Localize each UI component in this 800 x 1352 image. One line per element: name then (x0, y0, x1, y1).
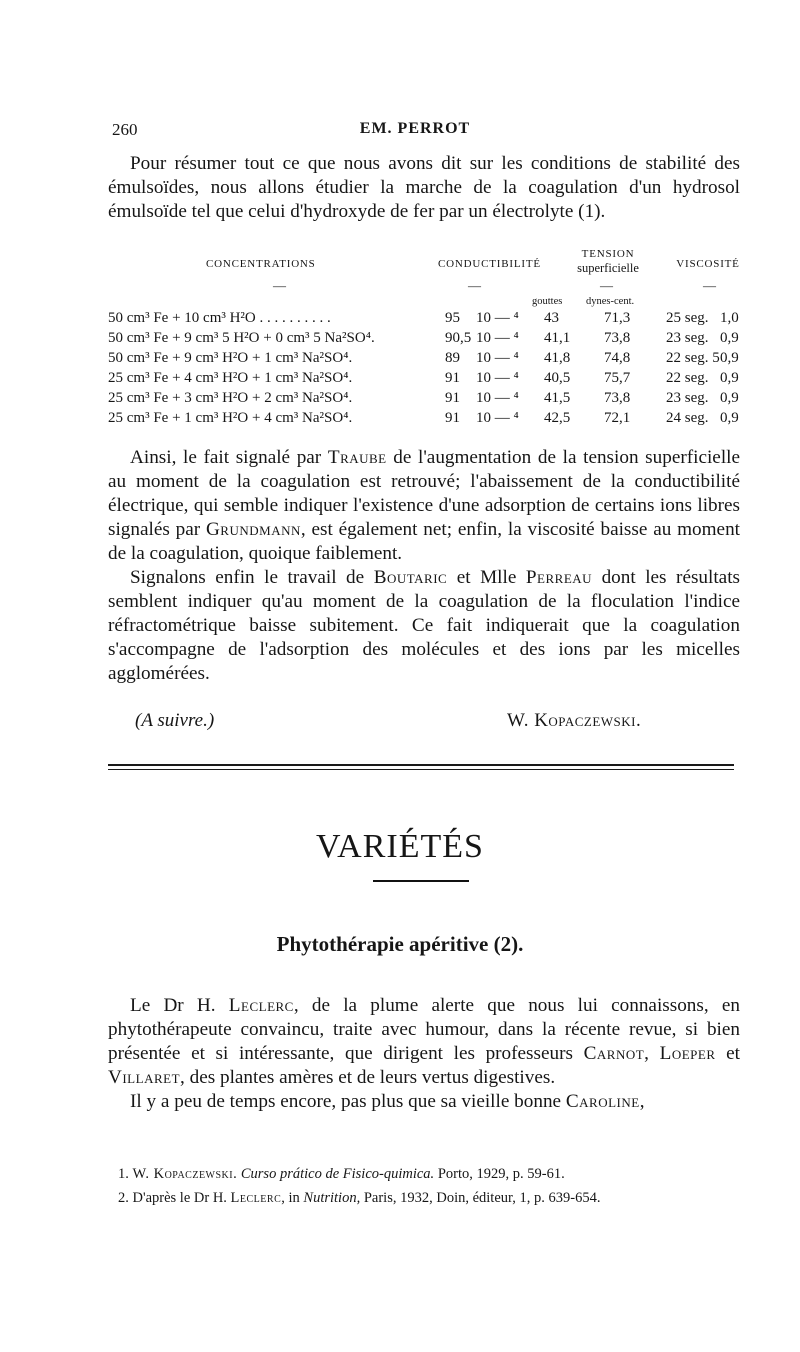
text-run: , (639, 1091, 645, 1112)
cell-gouttes: 40,5 (544, 370, 571, 386)
cell-viscosite-rel: 0,9 (720, 330, 739, 346)
header-dash: — (468, 278, 481, 293)
article-author: W. Kopaczewski. (507, 710, 642, 731)
table-row (108, 410, 748, 430)
text-run: de l'augmentation de la tension superficielle au moment de la coagulation est retrouvé; l'abaissement de la conductibilité électrique, qui semble indiquer l'existence d'une adsorption de certains ions libres signalés par (108, 447, 740, 540)
author-name: Villaret (108, 1067, 181, 1088)
text-run: Il y a peu de temps encore, pas plus que sa vieille bonne (130, 1091, 566, 1112)
cell-dynes: 73,8 (604, 330, 631, 346)
footnote-text: D'après le Dr H. (132, 1190, 227, 1206)
text-run: dont les résultats semblent indiquer qu'au moment de la coagulation de la floculation l'indice réfractométrique baisse subitement. Ce fait indiquerait que la coagulation s'accompagne de l'adsorption des molécules et des ions par les micelles agglomérées. (108, 567, 740, 684)
author-name: Boutaric (373, 567, 448, 588)
cell-gouttes: 41,5 (544, 390, 571, 406)
to-be-continued: (A suivre.) (135, 710, 215, 731)
footnote-details: Porto, 1929, p. 59-61. (437, 1166, 565, 1182)
running-head: EM. PERROT (359, 120, 471, 137)
header-dash: — (273, 278, 286, 293)
header-dash: — (703, 278, 716, 293)
page-number: 260 (112, 120, 138, 139)
footnote-title: Curso prático de Fisico-quimica. (240, 1166, 435, 1182)
text-run: , est également net; enfin, la viscosité baisse au moment de la coagulation, quoique faiblement. (108, 519, 740, 564)
cell-dynes: 73,8 (604, 390, 631, 406)
text-run: , (644, 1043, 660, 1064)
section-title: VARIÉTÉS (316, 828, 484, 865)
paragraph-leclerc (108, 994, 740, 1090)
cell-concentration: 25 cm³ Fe + 4 cm³ H²O + 1 cm³ Na²SO⁴. (108, 370, 353, 386)
header-tension: TENSION (581, 248, 635, 260)
author-name: Caroline (565, 1091, 640, 1112)
text-run: et (715, 1043, 740, 1064)
cell-conductibilite-exp: 10 — ⁴ (476, 370, 519, 386)
cell-conductibilite: 89 (445, 350, 460, 366)
cell-viscosite-rel: 0,9 (720, 410, 739, 426)
header-conductibilite: CONDUCTIBILITÉ (438, 258, 541, 270)
footnote-text: , in (281, 1190, 300, 1206)
cell-viscosite: 23 seg. (666, 390, 709, 406)
body-text-block (108, 446, 740, 686)
text-run: , de la plume alerte que nous lui connaissons, en phytothérapeute convaincu, traite avec humour, dans la récente revue, si bien présentée et si intéressante, que dirigent les professeurs (108, 995, 740, 1064)
cell-viscosite: 22 seg. (666, 370, 709, 386)
footnote-author: Leclerc (230, 1190, 282, 1206)
cell-dynes: 74,8 (604, 350, 631, 366)
table-row (108, 350, 748, 370)
text-run: Signalons enfin le travail de (130, 567, 374, 588)
cell-viscosite-rel: 0,9 (720, 390, 739, 406)
text-run: et Mlle (447, 567, 526, 588)
author-name: Grundmann (205, 519, 301, 540)
cell-conductibilite-exp: 10 — ⁴ (476, 330, 519, 346)
cell-concentration: 25 cm³ Fe + 3 cm³ H²O + 2 cm³ Na²SO⁴. (108, 390, 353, 406)
body-text-block (108, 994, 740, 1114)
cell-conductibilite: 95 (445, 310, 460, 326)
cell-viscosite: 25 seg. (666, 310, 709, 326)
article-subtitle: Phytothérapie apéritive (2). (276, 932, 524, 956)
cell-concentration: 50 cm³ Fe + 10 cm³ H²O . . . . . . . . . . (108, 310, 331, 326)
header-viscosite: VISCOSITÉ (676, 258, 740, 270)
cell-viscosite-rel: 0,9 (720, 350, 739, 366)
intro-text: Pour résumer tout ce que nous avons dit sur les conditions de stabilité des émulsoïdes, nous allons étudier la marche de la coagulation d'un hydrosol émulsoïde tel que celui d'hydroxyde de fer par un électrolyte (1). (108, 153, 740, 222)
section-divider (108, 764, 734, 766)
table-row (108, 370, 748, 390)
cell-conductibilite: 90,5 (445, 330, 472, 346)
paragraph-traube (108, 446, 740, 566)
author-name: Loeper (659, 1043, 716, 1064)
cell-dynes: 71,3 (604, 310, 631, 326)
table-row (108, 330, 748, 350)
cell-gouttes: 43 (544, 310, 559, 326)
paragraph-boutaric (108, 566, 740, 686)
cell-conductibilite: 91 (445, 370, 460, 386)
footnote-2 (118, 1190, 600, 1207)
cell-dynes: 75,7 (604, 370, 631, 386)
cell-conductibilite-exp: 10 — ⁴ (476, 350, 519, 366)
table-row (108, 390, 748, 410)
cell-viscosite-rel: 1,0 (720, 310, 739, 326)
header-tension-sub: superficielle (577, 261, 639, 275)
table-row (108, 310, 748, 330)
footnote-author: W. Kopaczewski. (132, 1166, 238, 1182)
cell-conductibilite: 91 (445, 390, 460, 406)
author-name: Traube (327, 447, 387, 468)
cell-gouttes: 41,1 (544, 330, 571, 346)
text-run: Le Dr H. (130, 995, 229, 1016)
header-concentrations: CONCENTRATIONS (206, 258, 316, 270)
paragraph-caroline (108, 1090, 740, 1114)
cell-viscosite-rel: 0,9 (720, 370, 739, 386)
cell-viscosite: 22 seg. 5 (666, 350, 720, 366)
cell-gouttes: 42,5 (544, 410, 571, 426)
unit-dynes: dynes-cent. (586, 296, 635, 307)
footnote-number: 2. (118, 1190, 129, 1206)
author-name: Leclerc (228, 995, 294, 1016)
cell-viscosite: 23 seg. (666, 330, 709, 346)
footnote-details: Paris, 1932, Doin, éditeur, 1, p. 639-654. (363, 1190, 601, 1206)
footnote-1 (118, 1166, 565, 1183)
cell-concentration: 25 cm³ Fe + 1 cm³ H²O + 4 cm³ Na²SO⁴. (108, 410, 353, 426)
intro-paragraph (108, 152, 740, 224)
author-name: Perreau (525, 567, 593, 588)
section-divider (108, 769, 734, 770)
author-name: Carnot (583, 1043, 645, 1064)
table-header (108, 248, 748, 318)
cell-dynes: 72,1 (604, 410, 631, 426)
cell-conductibilite-exp: 10 — ⁴ (476, 390, 519, 406)
cell-conductibilite: 91 (445, 410, 460, 426)
footnote-title: Nutrition, (303, 1190, 361, 1206)
cell-conductibilite-exp: 10 — ⁴ (476, 310, 519, 326)
cell-concentration: 50 cm³ Fe + 9 cm³ 5 H²O + 0 cm³ 5 Na²SO⁴. (108, 330, 375, 346)
cell-viscosite: 24 seg. (666, 410, 709, 426)
title-underline (373, 880, 469, 882)
unit-gouttes: gouttes (532, 296, 563, 307)
cell-gouttes: 41,8 (544, 350, 571, 366)
cell-concentration: 50 cm³ Fe + 9 cm³ H²O + 1 cm³ Na²SO⁴. (108, 350, 353, 366)
footnote-number: 1. (118, 1166, 129, 1182)
cell-conductibilite-exp: 10 — ⁴ (476, 410, 519, 426)
text-run: , des plantes amères et de leurs vertus digestives. (180, 1067, 556, 1088)
header-dash: — (600, 278, 613, 293)
text-run: Ainsi, le fait signalé par (130, 447, 328, 468)
